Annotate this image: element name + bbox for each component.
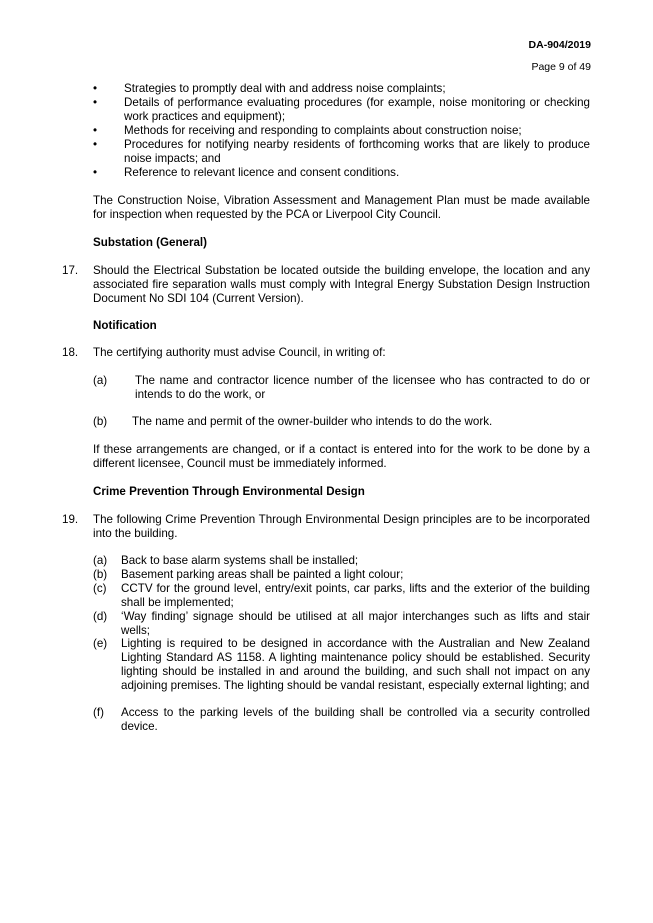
item-label: (c) <box>93 582 107 595</box>
condition-text: The certifying authority must advise Council, in writing of: <box>93 346 386 359</box>
item-text: CCTV for the ground level, entry/exit points, car parks, lifts and the exterior of the building shall be implemented; <box>121 582 590 609</box>
item-label: (f) <box>93 706 104 719</box>
bullet-icon: • <box>93 124 98 137</box>
plan-paragraph: The Construction Noise, Vibration Assessment and Management Plan must be made available for inspection when requested by the PCA or Liverpool City Council. <box>93 194 590 221</box>
item-label: (b) <box>93 415 108 428</box>
condition-text: The following Crime Prevention Through Environmental Design principles are to be incorporated into the building. <box>93 513 590 540</box>
bullet-text: Procedures for notifying nearby residents of forthcoming works that are likely to produce noise impacts; and <box>124 138 590 165</box>
item-text: Back to base alarm systems shall be installed; <box>121 554 359 567</box>
bullet-text: Strategies to promptly deal with and address noise complaints; <box>124 82 446 95</box>
section-heading-substation: Substation (General) <box>93 236 208 249</box>
item-text: The name and contractor licence number of the licensee who has contracted to do or intends to do the work, or <box>135 374 590 401</box>
item-label: (a) <box>93 374 108 387</box>
bullet-icon: • <box>93 138 98 151</box>
item-text: Lighting is required to be designed in accordance with the Australian and New Zealand Lighting Standard AS 1158. A lighting maintenance policy should be established. Security lighting should be installed in and around the building, and such shall not impact on any adjoining premises. The lighting should be vandal resistant, especially external lighting; and <box>121 637 590 692</box>
item-label: (b) <box>93 568 108 581</box>
section-heading-notification: Notification <box>93 319 157 332</box>
page-number: Page 9 of 49 <box>531 61 591 73</box>
notification-after-paragraph: If these arrangements are changed, or if a contact is entered into for the work to be done by a different licensee, Council must be immediately informed. <box>93 443 590 470</box>
item-text: Basement parking areas shall be painted a light colour; <box>121 568 404 581</box>
condition-number: 19. <box>62 513 79 526</box>
condition-number: 18. <box>62 346 79 359</box>
bullet-text: Methods for receiving and responding to complaints about construction noise; <box>124 124 522 137</box>
condition-number: 17. <box>62 264 79 277</box>
item-label: (e) <box>93 637 108 650</box>
document-id: DA-904/2019 <box>528 39 591 51</box>
bullet-text: Details of performance evaluating procedures (for example, noise monitoring or checking work practices and equipment); <box>124 96 590 123</box>
bullet-icon: • <box>93 82 98 95</box>
item-text: The name and permit of the owner-builder who intends to do the work. <box>132 415 493 428</box>
item-text: ‘Way finding’ signage should be utilised at all major interchanges such as lifts and stair wells; <box>121 610 590 637</box>
item-text: Access to the parking levels of the building shall be controlled via a security controlled device. <box>121 706 590 733</box>
bullet-icon: • <box>93 96 98 109</box>
condition-text: Should the Electrical Substation be located outside the building envelope, the location and any associated fire separation walls must comply with Integral Energy Substation Design Instruction Document No SDI 104 (Current Version). <box>93 264 590 305</box>
bullet-icon: • <box>93 166 98 179</box>
bullet-text: Reference to relevant licence and consent conditions. <box>124 166 400 179</box>
item-label: (d) <box>93 610 108 623</box>
section-heading-cpted: Crime Prevention Through Environmental Design <box>93 485 365 498</box>
item-label: (a) <box>93 554 108 567</box>
